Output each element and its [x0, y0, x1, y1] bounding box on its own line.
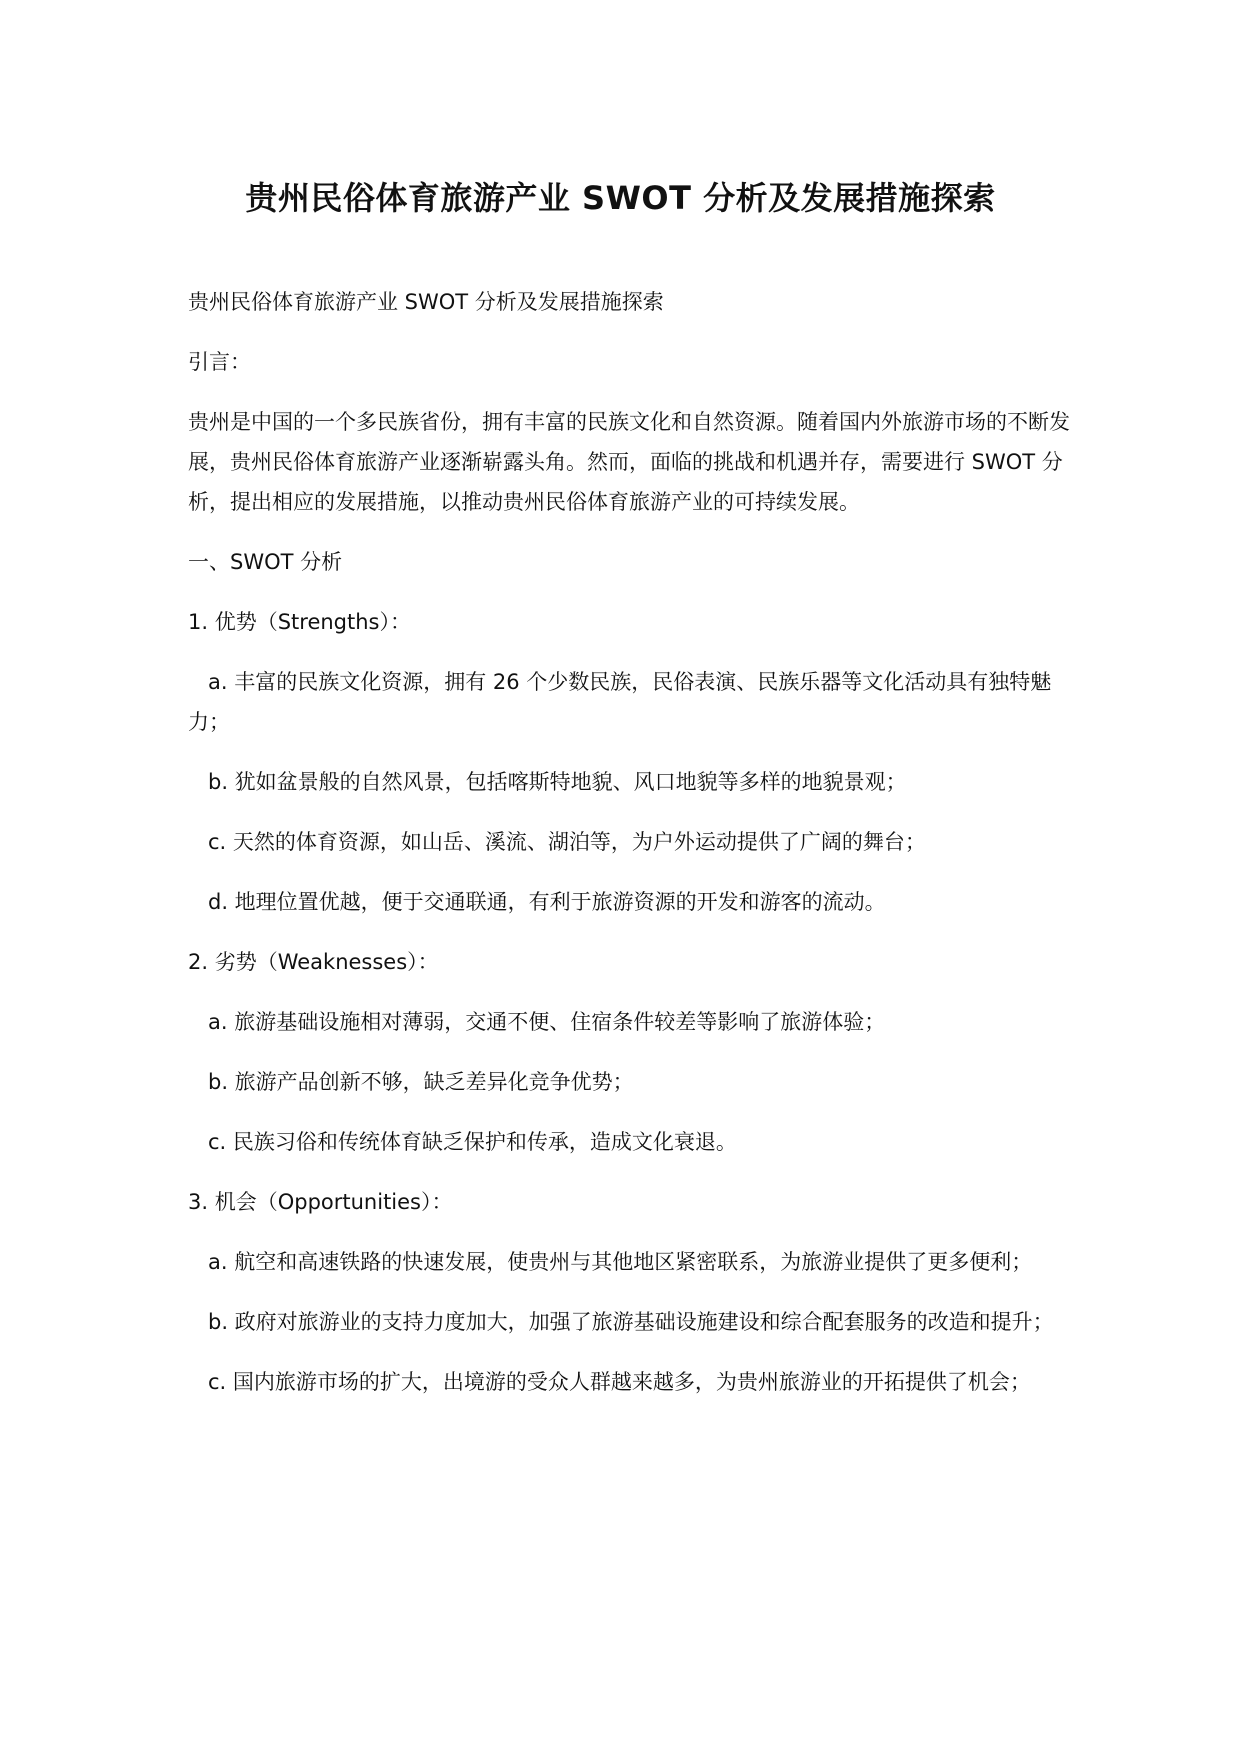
document-title: 贵州民俗体育旅游产业 SWOT 分析及发展措施探索	[245, 179, 996, 217]
list-item: c. 国内旅游市场的扩大，出境游的受众人群越来越多，为贵州旅游业的开拓提供了机会；	[208, 1370, 1031, 1394]
paragraph: 引言：	[188, 350, 251, 374]
list-item: b. 犹如盆景般的自然风景，包括喀斯特地貌、风口地貌等多样的地貌景观；	[208, 770, 907, 794]
list-item: b. 政府对旅游业的支持力度加大，加强了旅游基础设施建设和综合配套服务的改造和提升；	[208, 1310, 1054, 1334]
document-body	[188, 282, 1078, 1422]
list-item: a. 丰富的民族文化资源，拥有 26 个少数民族，民俗表演、民族乐器等文化活动具有独特魅力；	[188, 670, 1052, 734]
list-item: a. 旅游基础设施相对薄弱，交通不便、住宿条件较差等影响了旅游体验；	[208, 1010, 886, 1034]
list-item: c. 民族习俗和传统体育缺乏保护和传承，造成文化衰退。	[208, 1130, 737, 1154]
paragraph: 贵州民俗体育旅游产业 SWOT 分析及发展措施探索	[188, 290, 664, 314]
paragraph: 贵州是中国的一个多民族省份，拥有丰富的民族文化和自然资源。随着国内外旅游市场的不断发展，贵州民俗体育旅游产业逐渐崭露头角。然而，面临的挑战和机遇并存，需要进行 SWOT 分析，提出相应的发展措施，以推动贵州民俗体育旅游产业的可持续发展。	[188, 410, 1070, 514]
list-item: a. 航空和高速铁路的快速发展，使贵州与其他地区紧密联系，为旅游业提供了更多便利；	[208, 1250, 1033, 1274]
list-item: d. 地理位置优越，便于交通联通，有利于旅游资源的开发和游客的流动。	[208, 890, 886, 914]
paragraph: 2. 劣势（Weaknesses）：	[188, 950, 439, 974]
paragraph: 一、SWOT 分析	[188, 550, 343, 574]
list-item: c. 天然的体育资源，如山岳、溪流、湖泊等，为户外运动提供了广阔的舞台；	[208, 830, 926, 854]
paragraph: 1. 优势（Strengths）：	[188, 610, 411, 634]
paragraph: 3. 机会（Opportunities）：	[188, 1190, 453, 1214]
list-item: b. 旅游产品创新不够，缺乏差异化竞争优势；	[208, 1070, 634, 1094]
